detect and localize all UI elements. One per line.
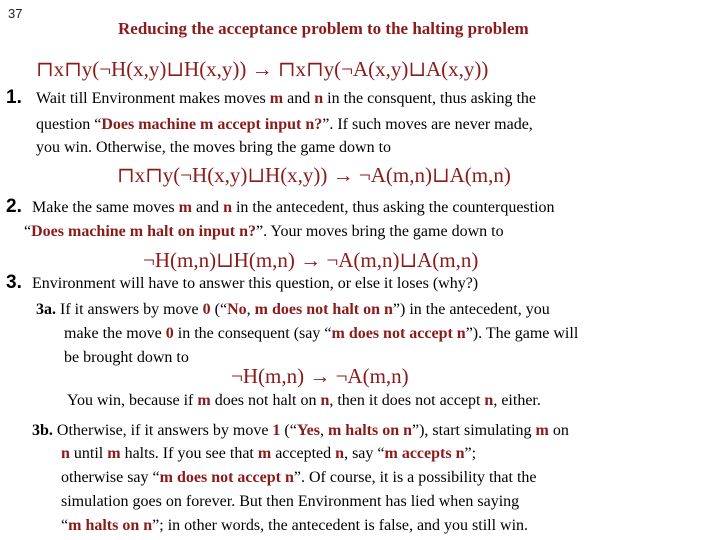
item-3b-line-1 bbox=[32, 422, 569, 440]
item-3a-label: 3a. bbox=[36, 301, 56, 318]
text: ”. If such moves are never made, bbox=[322, 116, 533, 133]
var-m: m bbox=[197, 392, 211, 409]
text: in the consequent (say “ bbox=[173, 325, 332, 342]
answer-not-accept: m does not accept n bbox=[331, 325, 466, 342]
var-n: n bbox=[61, 445, 70, 462]
var-m: m bbox=[535, 422, 549, 439]
text: make the move bbox=[64, 325, 166, 342]
text: You win, because if bbox=[67, 392, 198, 409]
var-m: m bbox=[107, 445, 121, 462]
answer-yes: Yes bbox=[296, 422, 320, 439]
item-2-formula: ¬H(m,n)⊔H(m,n) → ¬A(m,n)⊔A(m,n) bbox=[143, 248, 479, 272]
var-m: m bbox=[269, 90, 284, 107]
text: If it answers by move bbox=[56, 301, 203, 318]
text: halts. If you see that bbox=[120, 445, 258, 462]
text: ”) in the antecedent, you bbox=[392, 301, 550, 318]
answer-no: No bbox=[227, 301, 247, 318]
text: ”; in other words, the antecedent is false, and you still win. bbox=[152, 517, 529, 534]
item-1-line-2 bbox=[36, 116, 533, 134]
text: “ bbox=[61, 517, 69, 534]
item-3b-line-2 bbox=[61, 445, 476, 463]
text: Otherwise, if it answers by move bbox=[52, 422, 273, 439]
move-0: 0 bbox=[202, 301, 211, 318]
item-1-line-3: you win. Otherwise, the moves bring the game down to bbox=[36, 139, 392, 156]
answer-accepts: m accepts n bbox=[384, 445, 465, 462]
item-3b-label: 3b. bbox=[32, 422, 53, 439]
answer-not-halt: m does not halt on n bbox=[254, 301, 393, 318]
item-2-line-1 bbox=[32, 199, 555, 217]
var-m: m bbox=[178, 199, 192, 216]
text: ”), start simulating bbox=[412, 422, 536, 439]
text: and bbox=[191, 199, 224, 216]
var-n: n bbox=[320, 392, 330, 409]
var-n: n bbox=[335, 445, 345, 462]
text: , say “ bbox=[344, 445, 385, 462]
main-formula: ⊓x⊓y(¬H(x,y)⊔H(x,y)) → ⊓x⊓y(¬A(x,y)⊔A(x,y)) bbox=[36, 57, 489, 81]
text: , bbox=[246, 301, 255, 318]
text: (“ bbox=[210, 301, 228, 318]
move-0: 0 bbox=[165, 325, 174, 342]
text: accepted bbox=[271, 445, 336, 462]
text: in the consquent, thus asking the bbox=[323, 90, 536, 107]
text: and bbox=[283, 90, 315, 107]
text: in the antecedent, thus asking the counterquestion bbox=[231, 199, 555, 216]
text: does not halt on bbox=[210, 392, 321, 409]
question-halt: Does machine m halt on input n? bbox=[31, 223, 257, 240]
text: , then it does not accept bbox=[329, 392, 485, 409]
text: until bbox=[69, 445, 108, 462]
item-2-line-2 bbox=[24, 223, 504, 241]
text: , either. bbox=[493, 392, 541, 409]
item-3b-line-5 bbox=[61, 517, 528, 535]
text: Wait till Environment makes moves bbox=[36, 90, 270, 107]
text: ”; bbox=[464, 445, 477, 462]
var-m: m bbox=[257, 445, 272, 462]
item-3b-line-4: simulation goes on forever. But then Environment has lied when saying bbox=[61, 493, 520, 510]
text: ”. Of course, it is a possibility that the bbox=[293, 469, 537, 486]
text: ”). The game will bbox=[465, 325, 579, 342]
var-n: n bbox=[314, 90, 324, 107]
item-3a-formula: ¬H(m,n) → ¬A(m,n) bbox=[231, 364, 409, 388]
answer-halts: m halts on n bbox=[327, 422, 412, 439]
var-n: n bbox=[223, 199, 232, 216]
item-3-number: 3. bbox=[6, 272, 22, 293]
text: (“ bbox=[280, 422, 297, 439]
text: Make the same moves bbox=[32, 199, 179, 216]
item-1-line-1 bbox=[36, 90, 536, 108]
item-3a-line-4 bbox=[67, 392, 541, 410]
item-3a-line-2 bbox=[64, 325, 578, 343]
slide-number: 37 bbox=[8, 6, 23, 21]
item-3b-line-3 bbox=[61, 469, 536, 487]
text: “ bbox=[24, 223, 32, 240]
answer-halts: m halts on n bbox=[68, 517, 153, 534]
item-1-number: 1. bbox=[6, 87, 22, 108]
text: ”. Your moves bring the game down to bbox=[256, 223, 504, 240]
move-1: 1 bbox=[272, 422, 281, 439]
slide-title: Reducing the acceptance problem to the halting problem bbox=[118, 19, 529, 38]
text: on bbox=[548, 422, 569, 439]
var-n: n bbox=[484, 392, 494, 409]
text: otherwise say “ bbox=[61, 469, 160, 486]
item-3a-line-1 bbox=[36, 301, 550, 319]
item-1-formula: ⊓x⊓y(¬H(x,y)⊔H(x,y)) → ¬A(m,n)⊔A(m,n) bbox=[117, 163, 511, 187]
text: , bbox=[319, 422, 328, 439]
item-2-number: 2. bbox=[6, 196, 22, 217]
item-3a-line-3: be brought down to bbox=[64, 349, 189, 366]
answer-not-accept: m does not accept n bbox=[159, 469, 294, 486]
item-3-line-1: Environment will have to answer this question, or else it loses (why?) bbox=[32, 275, 479, 292]
question-accept: Does machine m accept input n? bbox=[101, 116, 323, 133]
text: question “ bbox=[36, 116, 102, 133]
